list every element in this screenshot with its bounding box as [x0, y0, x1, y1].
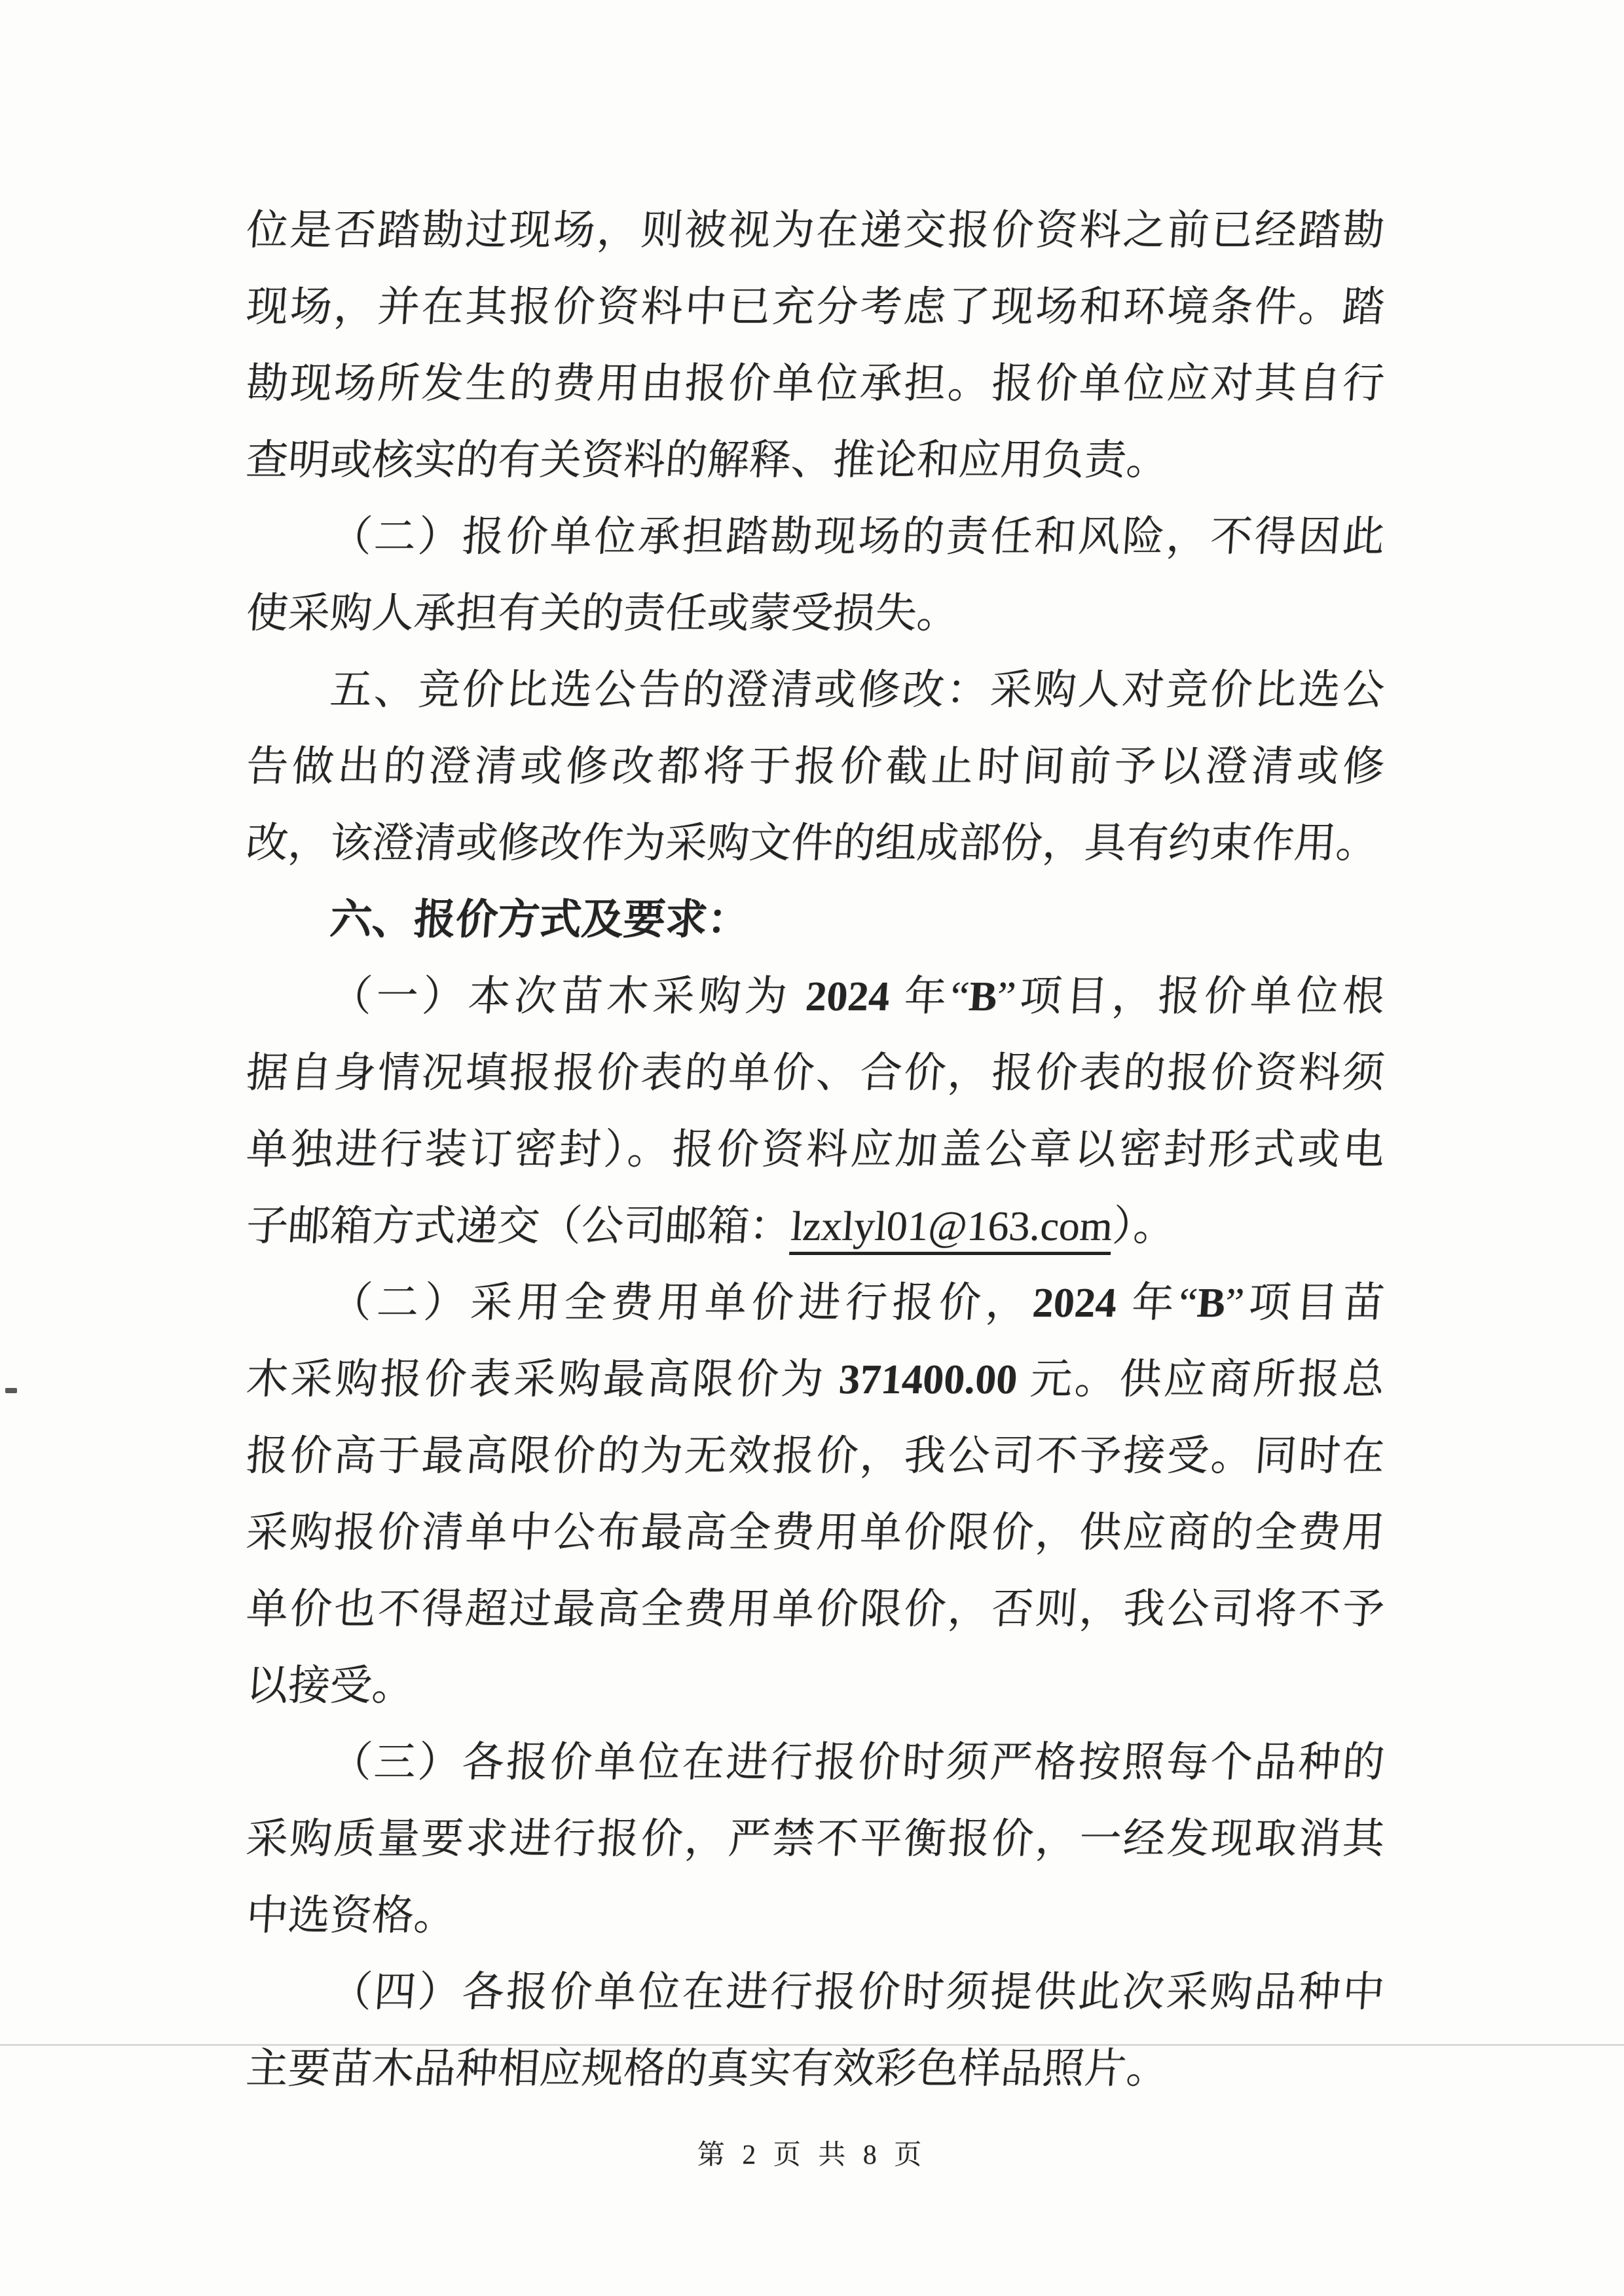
- text-segment: 单独进行装订密封）。报价资料应加盖公章以密封形式或电: [244, 1126, 1386, 1173]
- section-heading-line: [244, 881, 1387, 958]
- text-line: [244, 575, 1387, 651]
- text-segment: （二）报价单位承担踏勘现场的责任和风险，不得因此: [328, 513, 1386, 560]
- number-text: 2024: [1031, 1279, 1118, 1326]
- text-line: [244, 1800, 1387, 1877]
- text-line: [244, 651, 1387, 728]
- text-line: [244, 345, 1387, 422]
- number-text: B: [1195, 1279, 1227, 1326]
- text-segment: 年“: [1115, 1279, 1199, 1326]
- text-segment: 六、报价方式及要求：: [328, 896, 751, 943]
- page-footer: 第 2 页 共 8 页: [697, 2140, 927, 2170]
- number-text: 2024: [804, 973, 892, 1019]
- text-line: [244, 192, 1387, 268]
- text-line: [244, 422, 1387, 498]
- text-line: [244, 1188, 1387, 1264]
- number-text: B: [967, 973, 999, 1019]
- text-segment: 采购质量要求进行报价，严禁不平衡报价，一经发现取消其: [244, 1815, 1386, 1862]
- text-line: [244, 2030, 1387, 2107]
- text-line: [244, 1877, 1387, 1954]
- text-segment: 报价高于最高限价的为无效报价，我公司不予接受。同时在: [244, 1432, 1386, 1479]
- text-line: [244, 1417, 1387, 1494]
- text-line: [244, 805, 1387, 881]
- text-segment: 木采购报价表采购最高限价为: [244, 1356, 841, 1402]
- scan-ink-speck: [5, 1388, 17, 1393]
- text-segment: ”项目苗: [1223, 1279, 1386, 1326]
- text-segment: 告做出的澄清或修改都将于报价截止时间前予以澄清或修: [244, 743, 1386, 790]
- email-text: lzxlyl01@163.com: [789, 1203, 1114, 1255]
- text-segment: 位是否踏勘过现场，则被视为在递交报价资料之前已经踏勘: [244, 207, 1386, 253]
- text-line: [244, 1264, 1387, 1341]
- text-segment: 主要苗木品种相应规格的真实有效彩色样品照片。: [244, 2045, 1170, 2092]
- text-line: [244, 728, 1387, 805]
- document-body: [244, 192, 1386, 2107]
- text-segment: 子邮箱方式递交（公司邮箱：: [244, 1203, 793, 1249]
- text-line: [244, 1954, 1387, 2030]
- text-segment: 元。供应商所报总: [1015, 1356, 1386, 1402]
- text-line: [244, 958, 1387, 1034]
- text-segment: 五、竞价比选公告的澄清或修改：采购人对竞价比选公: [328, 666, 1386, 713]
- text-line: [244, 1647, 1387, 1724]
- text-line: [244, 1494, 1387, 1571]
- text-segment: 查明或核实的有关资料的解释、推论和应用负责。: [244, 437, 1170, 483]
- text-segment: 年“: [888, 973, 971, 1019]
- text-line: [244, 1341, 1387, 1417]
- text-segment: 现场，并在其报价资料中已充分考虑了现场和环境条件。踏: [244, 283, 1386, 330]
- text-segment: （一）本次苗木采购为: [328, 973, 808, 1019]
- text-segment: 中选资格。: [244, 1892, 458, 1939]
- text-line: [244, 1034, 1387, 1111]
- text-segment: ）。: [1111, 1203, 1177, 1249]
- text-segment: 据自身情况填报报价表的单价、合价，报价表的报价资料须: [244, 1049, 1386, 1096]
- text-line: [244, 268, 1387, 345]
- text-segment: （三）各报价单位在进行报价时须严格按照每个品种的: [328, 1739, 1386, 1785]
- text-segment: 使采购人承担有关的责任或蒙受损失。: [244, 590, 961, 636]
- text-line: [244, 498, 1387, 575]
- text-segment: 以接受。: [244, 1662, 416, 1709]
- text-segment: 采购报价清单中公布最高全费用单价限价，供应商的全费用: [244, 1509, 1386, 1556]
- text-segment: 单价也不得超过最高全费用单价限价，否则，我公司将不予: [244, 1586, 1386, 1632]
- text-segment: （二）采用全费用单价进行报价，: [328, 1279, 1035, 1326]
- text-segment: （四）各报价单位在进行报价时须提供此次采购品种中: [328, 1969, 1386, 2015]
- text-segment: 勘现场所发生的费用由报价单位承担。报价单位应对其自行: [244, 360, 1386, 407]
- text-segment: ”项目，报价单位根: [995, 973, 1386, 1019]
- text-line: [244, 1724, 1387, 1800]
- number-text: 371400.00: [837, 1356, 1019, 1402]
- text-line: [244, 1111, 1387, 1188]
- text-line: [244, 1571, 1387, 1647]
- text-segment: 改，该澄清或修改作为采购文件的组成部份，具有约束作用。: [244, 820, 1380, 866]
